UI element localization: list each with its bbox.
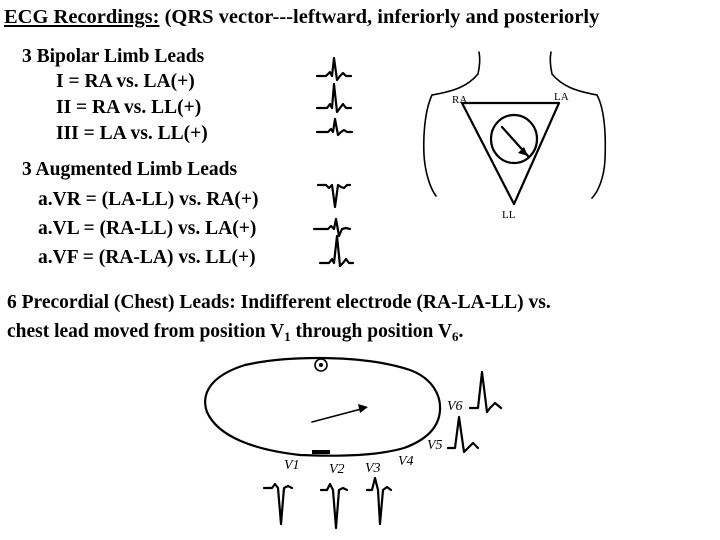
augmented-heading: 3 Augmented Limb Leads: [22, 159, 238, 180]
chest-diagram: [205, 358, 501, 528]
einthoven-triangle: [462, 103, 559, 204]
torso-right-side: [424, 95, 436, 196]
lead-aVR-text: a.VR = (LA-LL) vs. RA(+): [38, 189, 259, 210]
chest-label-v5: V5: [427, 438, 443, 453]
torso-right-shoulder: [432, 52, 480, 95]
chest-vector-arrowhead: [358, 404, 368, 413]
chest-vector-arrow: [312, 408, 365, 422]
waveform-v2: [321, 484, 347, 528]
chest-label-v1: V1: [284, 458, 300, 473]
chest-label-v3: V3: [365, 461, 381, 476]
chest-label-v2: V2: [329, 462, 345, 477]
torso-left-side: [592, 95, 605, 198]
chest-label-v4: V4: [398, 454, 414, 469]
precordial-line-2-post: .: [458, 321, 464, 342]
title-rest: (QRS vector---leftward, inferiorly and posteriorly: [159, 6, 600, 28]
waveform-v6: [470, 372, 501, 412]
lead-I-text: I = RA vs. LA(+): [56, 71, 195, 92]
torso-label-ll: LL: [502, 209, 516, 221]
torso-label-ra: RA: [452, 94, 468, 106]
lead-aVF-text: a.VF = (RA-LA) vs. LL(+): [38, 247, 256, 268]
waveform-v3: [367, 478, 391, 524]
precordial-line-1: 6 Precordial (Chest) Leads: Indifferent electrode (RA-LA-LL) vs.: [7, 292, 551, 313]
chest-label-v6: V6: [447, 399, 463, 414]
precordial-line-2-pre: chest lead moved from position V: [7, 321, 285, 342]
title-underlined: ECG Recordings:: [4, 6, 160, 28]
bipolar-heading: 3 Bipolar Limb Leads: [22, 46, 205, 67]
waveform-lead-II: [317, 84, 351, 112]
precordial-sub-1: 1: [284, 329, 291, 344]
waveform-lead-I: [317, 58, 351, 80]
lead-aVL-text: a.VL = (RA-LL) vs. LA(+): [38, 218, 257, 239]
waveform-lead-III: [317, 119, 352, 135]
precordial-sub-6: 6: [451, 329, 459, 344]
lead-II-text: II = RA vs. LL(+): [56, 97, 202, 118]
torso-left-shoulder: [550, 52, 597, 95]
spine-dot: [319, 363, 323, 367]
lead-III-text: III = LA vs. LL(+): [56, 123, 208, 144]
waveform-lead-aVR: [318, 185, 350, 207]
qrs-vector-arrowhead: [518, 147, 528, 156]
torso-label-la: LA: [554, 91, 569, 103]
waveform-v1: [264, 484, 292, 524]
precordial-line-2-mid: through position V: [290, 321, 452, 342]
chest-outline: [205, 358, 440, 456]
waveform-lead-aVF: [320, 236, 353, 266]
torso-diagram: [424, 52, 606, 221]
waveform-v5: [448, 417, 478, 452]
waveform-lead-aVL: [314, 219, 350, 236]
